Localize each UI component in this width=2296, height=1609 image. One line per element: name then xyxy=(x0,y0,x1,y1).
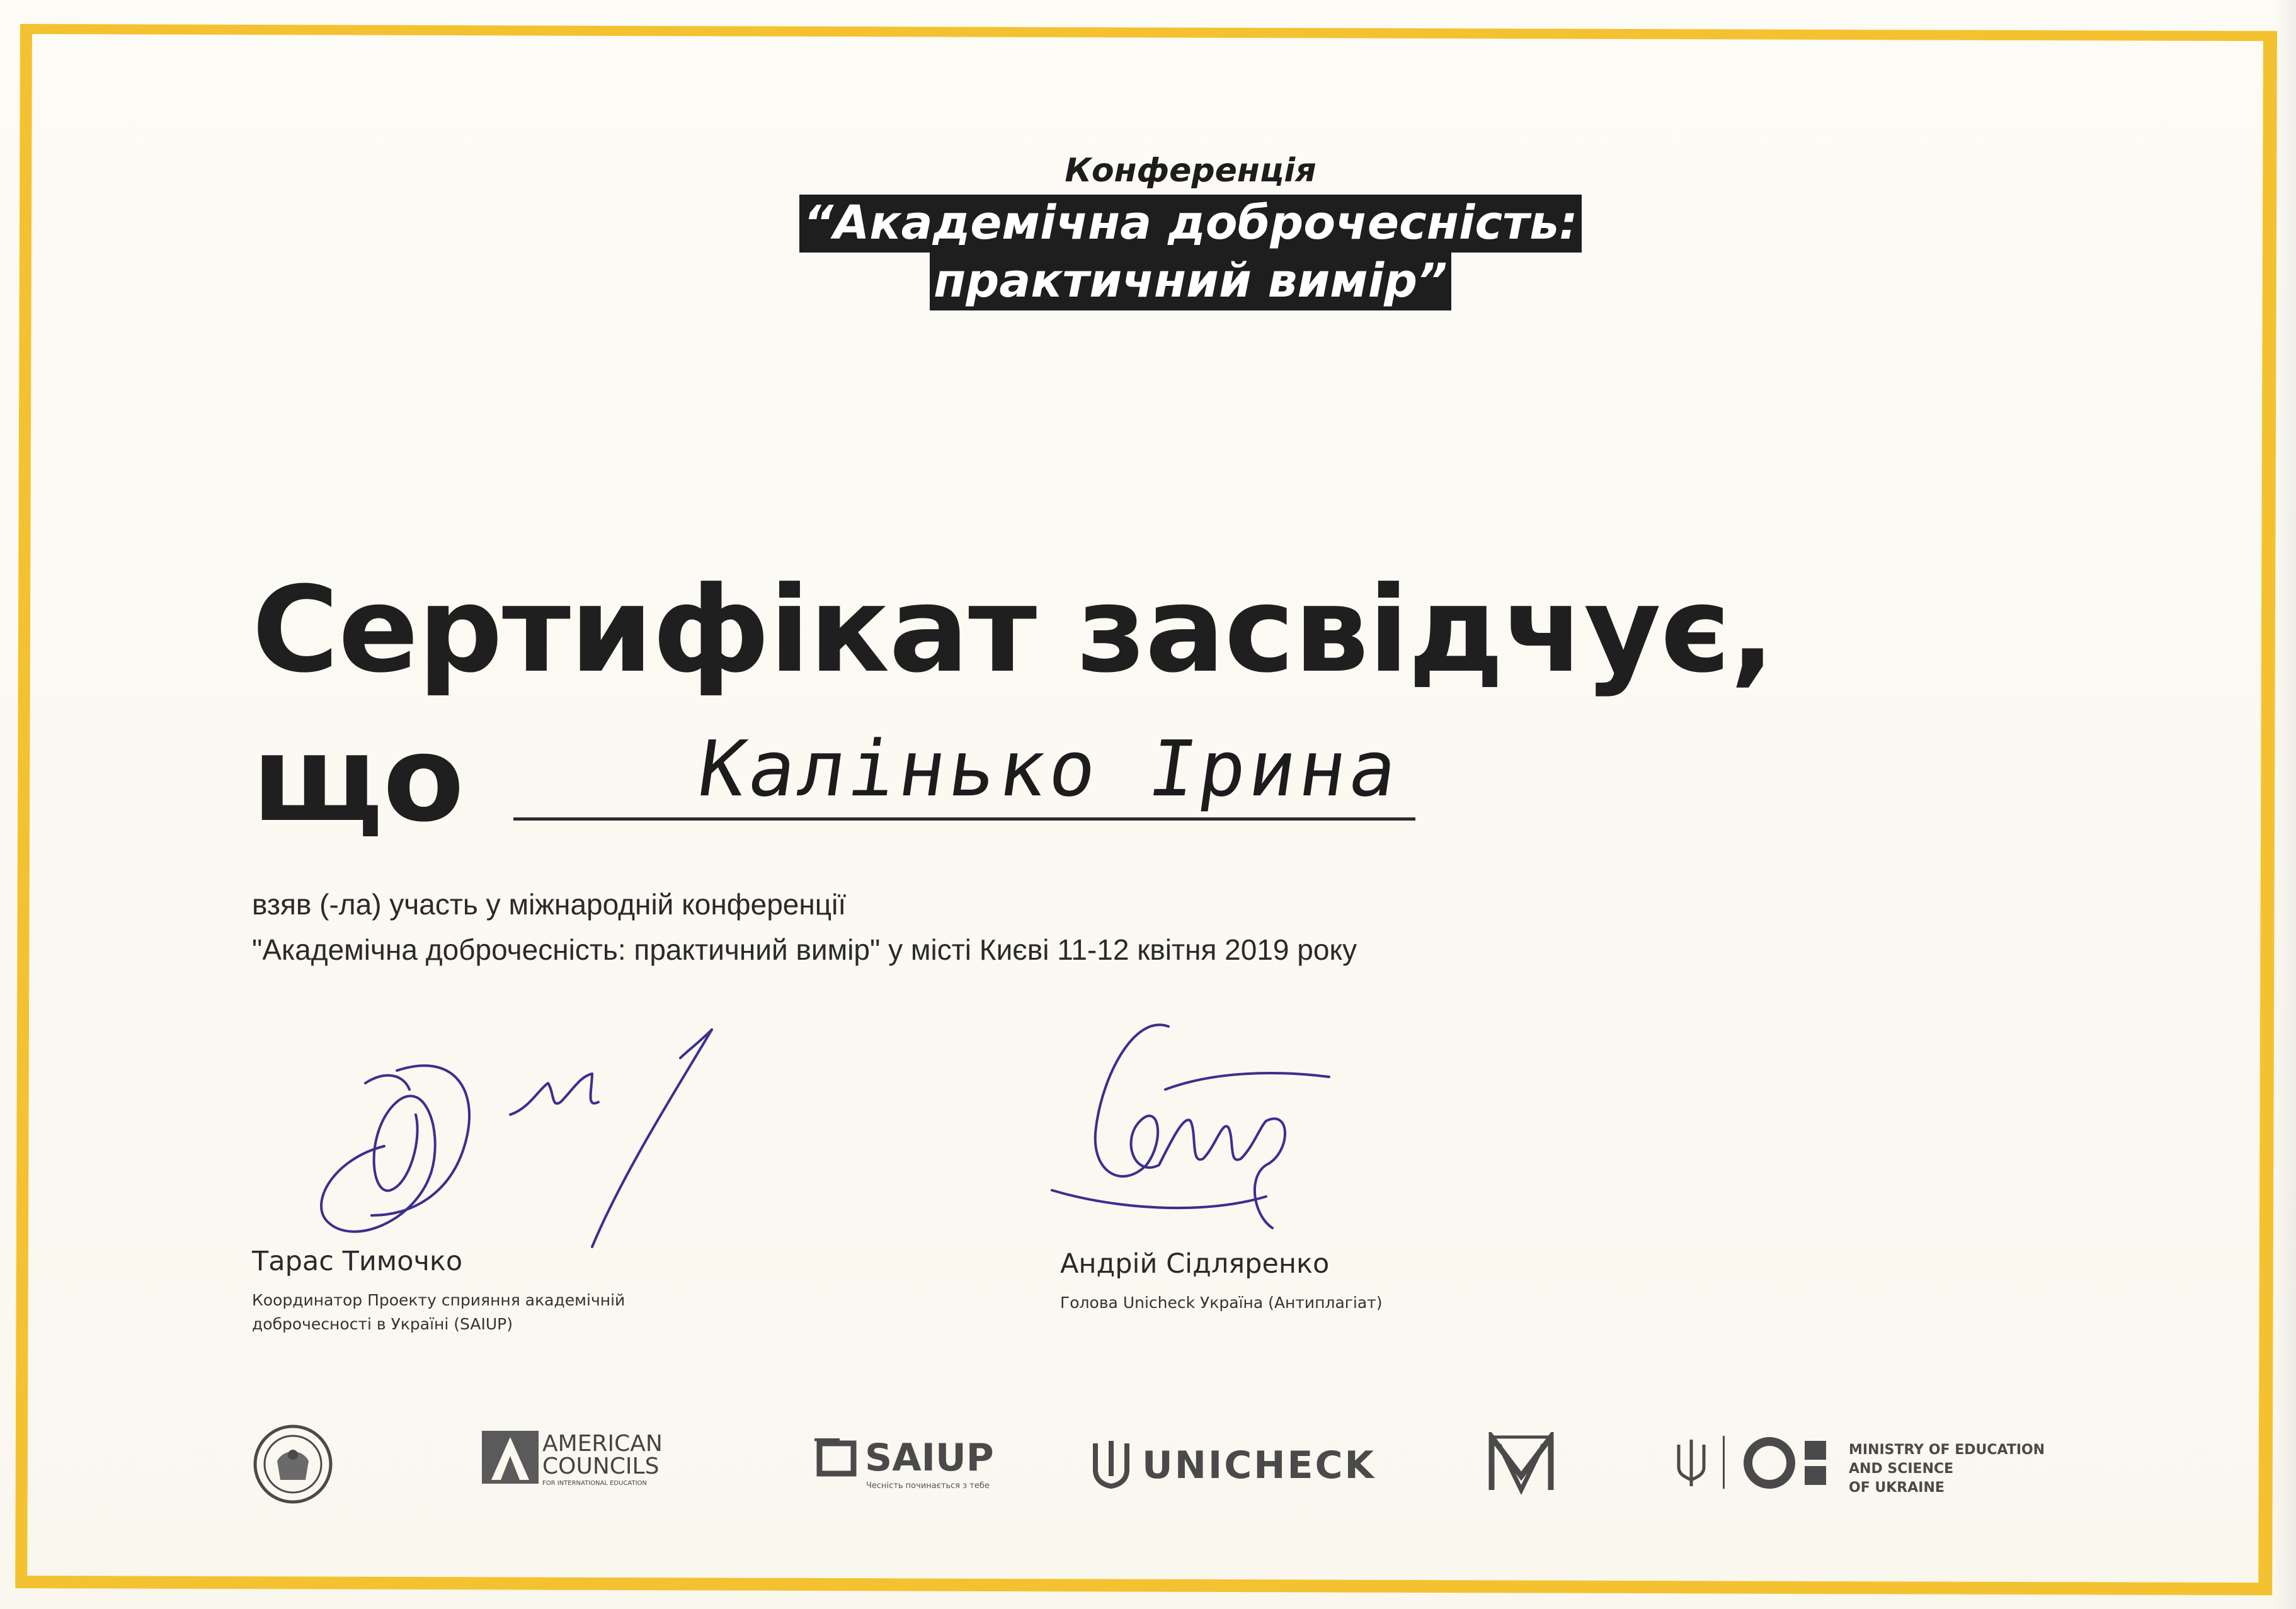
signatory-2-name: Андрій Сідляренко xyxy=(1060,1248,1330,1280)
ministry-text xyxy=(1849,1441,2045,1498)
sponsor-logos-row xyxy=(0,1411,2296,1524)
conference-header xyxy=(699,154,1682,310)
ministry-line1: MINISTRY OF EDUCATION xyxy=(1849,1442,2045,1458)
certificate-heading-what xyxy=(252,710,464,848)
body-line-1: взяв (-ла) участь у міжнародній конференції xyxy=(252,888,847,921)
american-councils-line2: COUNCILS xyxy=(542,1453,660,1479)
conference-label: Конференція xyxy=(1065,152,1316,190)
signatory-1-name: Тарас Тимочко xyxy=(252,1246,463,1277)
american-councils-line1: AMERICAN xyxy=(542,1431,663,1457)
american-councils-logo xyxy=(482,1431,696,1494)
page-edge-shadow xyxy=(2273,0,2296,1609)
saiup-name: SAIUP xyxy=(865,1436,994,1480)
signatory-1 xyxy=(252,1246,819,1336)
ministry-divider xyxy=(1723,1436,1725,1489)
saiup-square-icon xyxy=(814,1438,859,1479)
monogram-icon xyxy=(1487,1432,1556,1495)
certificate-heading: Сертифікат засвідчує, xyxy=(252,561,1774,699)
signatory-1-role-line2: доброчесності в Україні (SAIUP) xyxy=(252,1315,513,1333)
signatory-1-role-line1: Координатор Проекту сприяння академічній xyxy=(252,1291,625,1309)
conference-title-line1: “Академічна доброчесність: xyxy=(799,195,1581,253)
unicheck-name: UNICHECK xyxy=(1142,1443,1376,1487)
american-councils-line3: FOR INTERNATIONAL EDUCATION xyxy=(542,1480,647,1487)
ministry-oe-icon xyxy=(1742,1435,1855,1491)
unicheck-shield-icon xyxy=(1092,1438,1131,1489)
saiup-logo xyxy=(814,1436,1022,1499)
signatory-2 xyxy=(1060,1248,1627,1315)
saiup-tagline: Чесність починається з тебе xyxy=(866,1481,990,1491)
participant-name-handwritten: Калінько Ірина xyxy=(693,724,1407,814)
signatory-2-role xyxy=(1060,1291,1627,1315)
body-line-2: "Академічна доброчесність: практичний вимір" у місті Києві 11-12 квітня 2019 року xyxy=(252,933,1357,966)
ministry-logo xyxy=(1672,1430,2113,1499)
certificate-body xyxy=(252,882,1701,972)
us-embassy-seal-icon xyxy=(252,1423,334,1505)
signature-1-icon xyxy=(296,1014,750,1259)
conference-title-line2: практичний вимір” xyxy=(930,253,1451,310)
participant-name-underline xyxy=(513,817,1415,821)
ministry-line3: OF UKRAINE xyxy=(1849,1480,1945,1496)
heading-what-word: що xyxy=(252,710,464,848)
trident-icon xyxy=(1672,1436,1710,1489)
signatory-1-role xyxy=(252,1288,819,1336)
signatory-2-role-line1: Голова Unicheck Україна (Антиплагіат) xyxy=(1060,1293,1383,1312)
ministry-line2: AND SCIENCE xyxy=(1849,1461,1954,1477)
american-councils-a-icon xyxy=(482,1431,539,1484)
unicheck-logo xyxy=(1092,1438,1375,1495)
signature-2-icon xyxy=(1039,1008,1342,1247)
